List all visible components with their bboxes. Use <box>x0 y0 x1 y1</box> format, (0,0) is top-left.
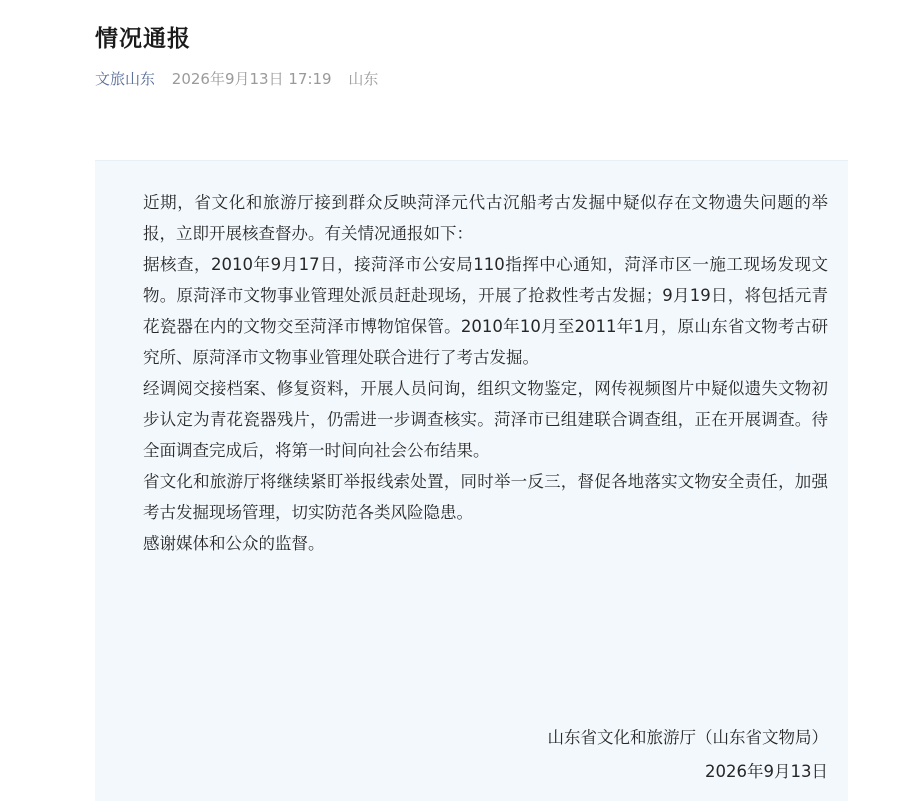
notice-paragraph-1: 近期，省文化和旅游厅接到群众反映菏泽元代古沉船考古发掘中疑似存在文物遗失问题的举报，立即开展核查督办。有关情况通报如下： <box>143 193 828 243</box>
signature-date: 2026年9月13日 <box>705 762 828 781</box>
signature-org: 山东省文化和旅游厅（山东省文物局） <box>547 728 828 747</box>
notice-paragraph-5: 感谢媒体和公众的监督。 <box>143 534 325 553</box>
article-meta <box>95 68 378 89</box>
account-name-link[interactable]: 文旅山东 <box>95 70 156 88</box>
notice-signature <box>548 721 829 789</box>
publish-location: 山东 <box>348 70 379 88</box>
notice-paragraph-3: 经调阅交接档案、修复资料，开展人员问询，组织文物鉴定，网传视频图片中疑似遗失文物初步认定为青花瓷器残片，仍需进一步调查核实。菏泽市已组建联合调查组，正在开展调查。待全面调查完成后，将第一时间向社会公布结果。 <box>143 379 828 460</box>
notice-box <box>95 160 848 801</box>
notice-paragraph-4: 省文化和旅游厅将继续紧盯举报线索处置，同时举一反三，督促各地落实文物安全责任，加强考古发掘现场管理，切实防范各类风险隐患。 <box>143 472 828 522</box>
article-title: 情况通报 <box>95 26 191 52</box>
notice-paragraph-2: 据核查，2010年9月17日，接菏泽市公安局110指挥中心通知，菏泽市区一施工现场发现文物。原菏泽市文物事业管理处派员赶赴现场，开展了抢救性考古发掘；9月19日，将包括元青花瓷器在内的文物交至菏泽市博物馆保管。2010年10月至2011年1月，原山东省文物考古研究所、原菏泽市文物事业管理处联合进行了考古发掘。 <box>143 255 828 367</box>
publish-time: 2026年9月13日 17:19 <box>171 70 332 88</box>
